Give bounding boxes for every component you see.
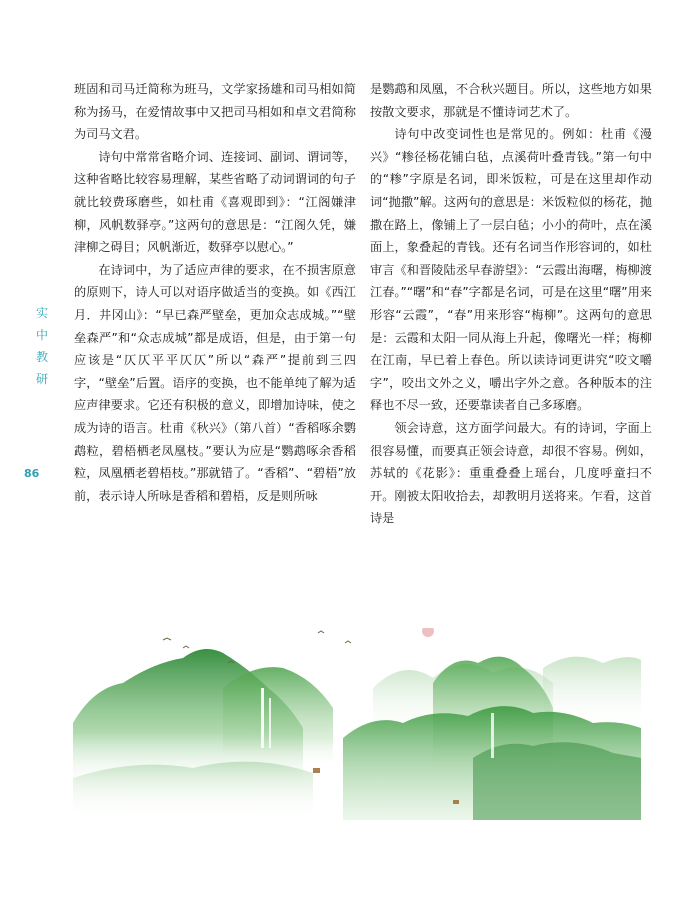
paragraph: 诗句中改变词性也是常见的。例如：杜甫《漫兴》“糁径杨花铺白毡，点溪荷叶叠青钱。”第一句中的“糁”字原是名词，即米饭粒，可是在这里却作动词“抛撒”解。这两句的意思是：米饭粒似的杨花，抛撒在路上，像铺上了一层白毡；小小的荷叶，点在溪面上，象叠起的青钱。还有名词当作形容词的，如杜审言《和晋陵陆丞早春游望》：“云霞出海曙，梅柳渡江春。”“曙”和“春”字都是名词，可是在这里“曙”用来形容“云霞”，“春”用来形容“梅柳”。这两句的意思是：云霞和太阳一同从海上升起，像曙光一样；梅柳在江南，早已着上春色。所以读诗词更讲究“咬文嚼字”，咬出文外之义，嚼出字外之意。各种版本的注释也不尽一致，还要靠读者自己多琢磨。: [370, 127, 652, 413]
paragraph: 诗句中常常省略介词、连接词、副词、谓词等，这种省略比较容易理解，某些省略了动词谓词的句子就比较费琢磨些，如杜甫《喜观即到》：“江阁嫌津柳，风帆数驿亭。”这两句的意思是：“江阁久凭，嫌津柳之碍目；风帆渐近，数驿亭以慰心。”: [74, 149, 356, 255]
sidebar-label: 实中教研: [35, 306, 48, 386]
paragraph: 班固和司马迁简称为班马，文学家扬雄和司马相如简称为扬马，在爱情故事中又把司马相如和卓文君简称为司马文君。: [74, 82, 356, 142]
page-number: 86: [24, 467, 40, 480]
left-text-column: [74, 78, 356, 507]
paragraph: 领会诗意，这方面学问最大。有的诗词，字面上很容易懂，而要真正领会诗意，却很不容易。例如，苏轼的《花影》：重重叠叠上瑶台，几度呼童扫不开。刚被太阳收拾去，却教明月送将来。乍看，这首诗是: [370, 420, 652, 526]
paragraph: 是鹦鹉和凤凰，不合秋兴题目。所以，这些地方如果按散文要求，那就是不懂诗词艺术了。: [370, 82, 652, 119]
landscape-illustration: [73, 628, 641, 820]
paragraph: 在诗词中，为了适应声律的要求，在不损害原意的原则下，诗人可以对语序做适当的变换。如《西江月．井冈山》：“早已森严壁垒，更加众志成城。”“壁垒森严”和“众志成城”都是成语，但是，由于第一句应该是“仄仄平平仄仄”所以“森严”提前到三四字，“壁垒”后置。语序的变换，也不能单纯了解为适应声律要求。它还有积极的意义，即增加诗味，使之成为诗的语言。杜甫《秋兴》（第八首）“香稻啄余鹦鹉粒，碧梧栖老凤凰枝。”要认为应是“鹦鹉啄余香稻粒，凤凰栖老碧梧枝。”那就错了。“香稻”、“碧梧”放前，表示诗人所咏是香稻和碧梧，反是则所咏: [74, 262, 356, 503]
right-text-column: [370, 78, 652, 530]
